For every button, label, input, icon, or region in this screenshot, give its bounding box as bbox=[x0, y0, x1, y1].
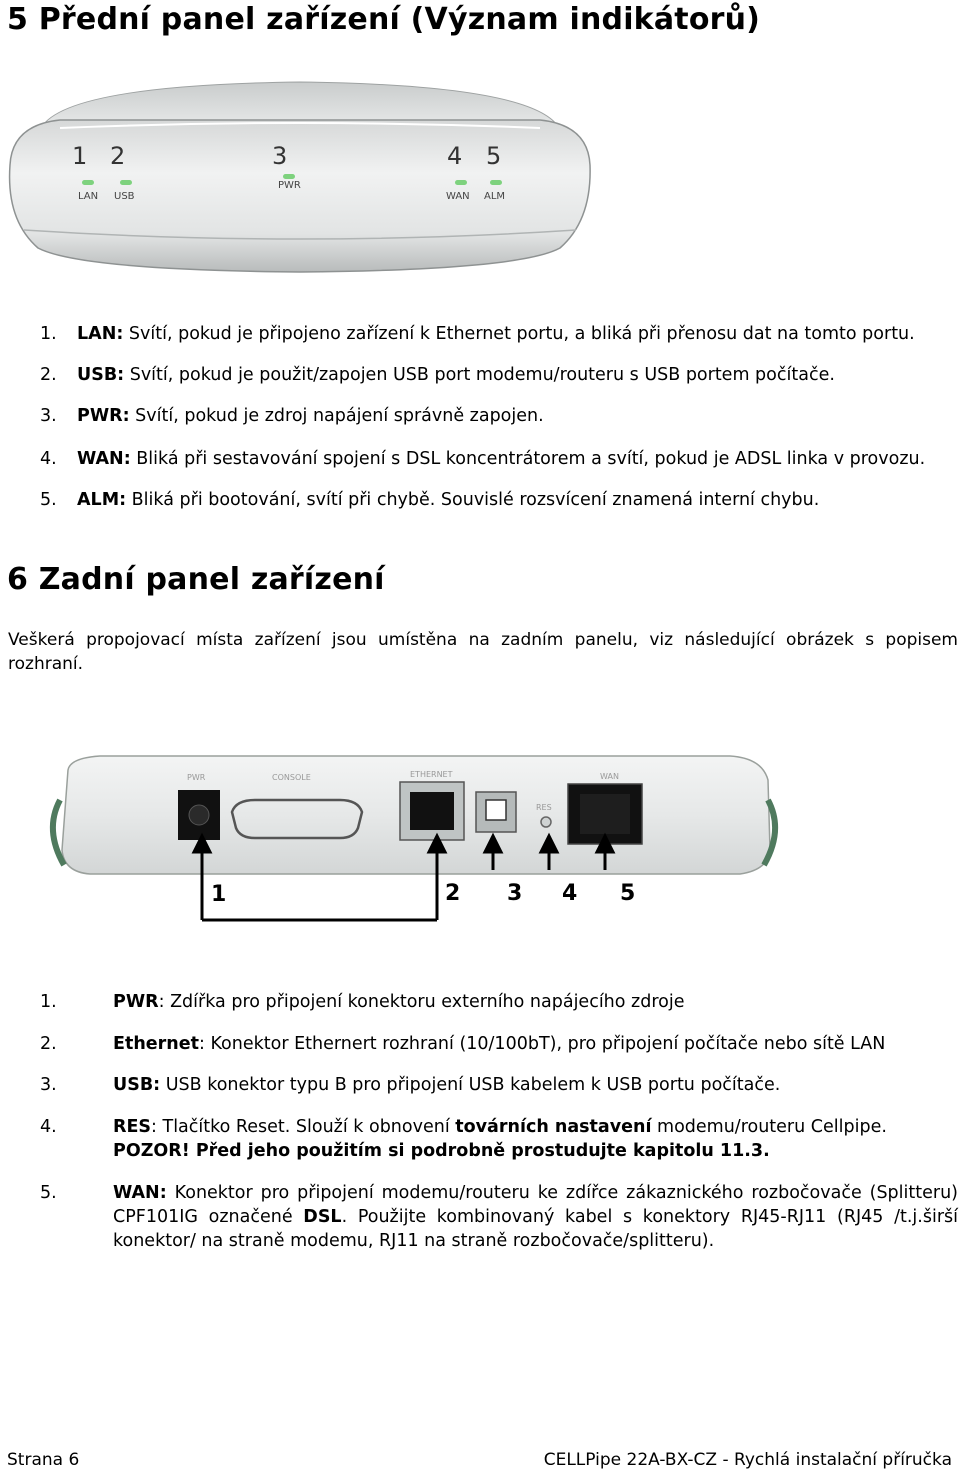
led-pwr-indicator bbox=[283, 174, 295, 179]
back-callout-1: 1 bbox=[211, 882, 227, 907]
back-callout-5: 5 bbox=[620, 881, 636, 906]
led-label-pwr: PWR bbox=[278, 180, 301, 191]
reset-warning: POZOR! Před jeho použitím si podrobně prostudujte kapitolu 11.3. bbox=[113, 1141, 770, 1161]
led-alm-indicator bbox=[490, 180, 502, 185]
front-number-3: 3 bbox=[272, 142, 288, 170]
back-callout-3: 3 bbox=[507, 881, 523, 906]
front-number-5: 5 bbox=[486, 142, 502, 170]
port-label-res: RES bbox=[536, 803, 552, 812]
front-number-1: 1 bbox=[72, 142, 88, 170]
led-label-lan: LAN bbox=[78, 191, 99, 202]
led-list-item-4: 4. WAN: Bliká při sestavování spojení s DSL koncentrátorem a svítí, pokud je ADSL linka v provozu. bbox=[40, 449, 926, 469]
section-5-title: 5 Přední panel zařízení (Význam indikátorů) bbox=[7, 2, 761, 37]
led-label-usb: USB bbox=[114, 191, 135, 202]
led-list-item-5: 5. ALM: Bliká při bootování, svítí při chybě. Souvislé rozsvícení znamená interní chybu. bbox=[40, 490, 820, 510]
led-list-item-2: 2. USB: Svítí, pokud je použit/zapojen USB port modemu/routeru s USB portem počítače. bbox=[40, 365, 835, 385]
port-label-ethernet: ETHERNET bbox=[410, 770, 453, 779]
footer-page-number: Strana 6 bbox=[7, 1450, 80, 1470]
led-lan-indicator bbox=[82, 180, 94, 185]
back-callout-4: 4 bbox=[562, 881, 578, 906]
led-label-wan: WAN bbox=[446, 191, 470, 202]
led-list-item-1: 1. LAN: Svítí, pokud je připojeno zařízení k Ethernet portu, a bliká při přenosu dat na tomto portu. bbox=[40, 324, 915, 344]
front-number-2: 2 bbox=[110, 142, 126, 170]
led-label-alm: ALM bbox=[484, 191, 506, 202]
section-6-title: 6 Zadní panel zařízení bbox=[7, 562, 385, 597]
section-6-intro: Veškerá propojovací místa zařízení jsou umístěna na zadním panelu, viz následující obrázek s popisem rozhraní. bbox=[8, 630, 958, 674]
port-label-wan: WAN bbox=[600, 772, 619, 781]
led-wan-indicator bbox=[455, 180, 467, 185]
back-callout-2: 2 bbox=[445, 881, 461, 906]
port-label-console: CONSOLE bbox=[272, 773, 311, 782]
led-list-item-3: 3. PWR: Svítí, pokud je zdroj napájení správně zapojen. bbox=[40, 406, 544, 426]
front-number-4: 4 bbox=[447, 142, 463, 170]
footer-doc-title: CELLPipe 22A-BX-CZ - Rychlá instalační příručka bbox=[543, 1450, 952, 1470]
port-label-pwr: PWR bbox=[187, 773, 206, 782]
led-usb-indicator bbox=[120, 180, 132, 185]
